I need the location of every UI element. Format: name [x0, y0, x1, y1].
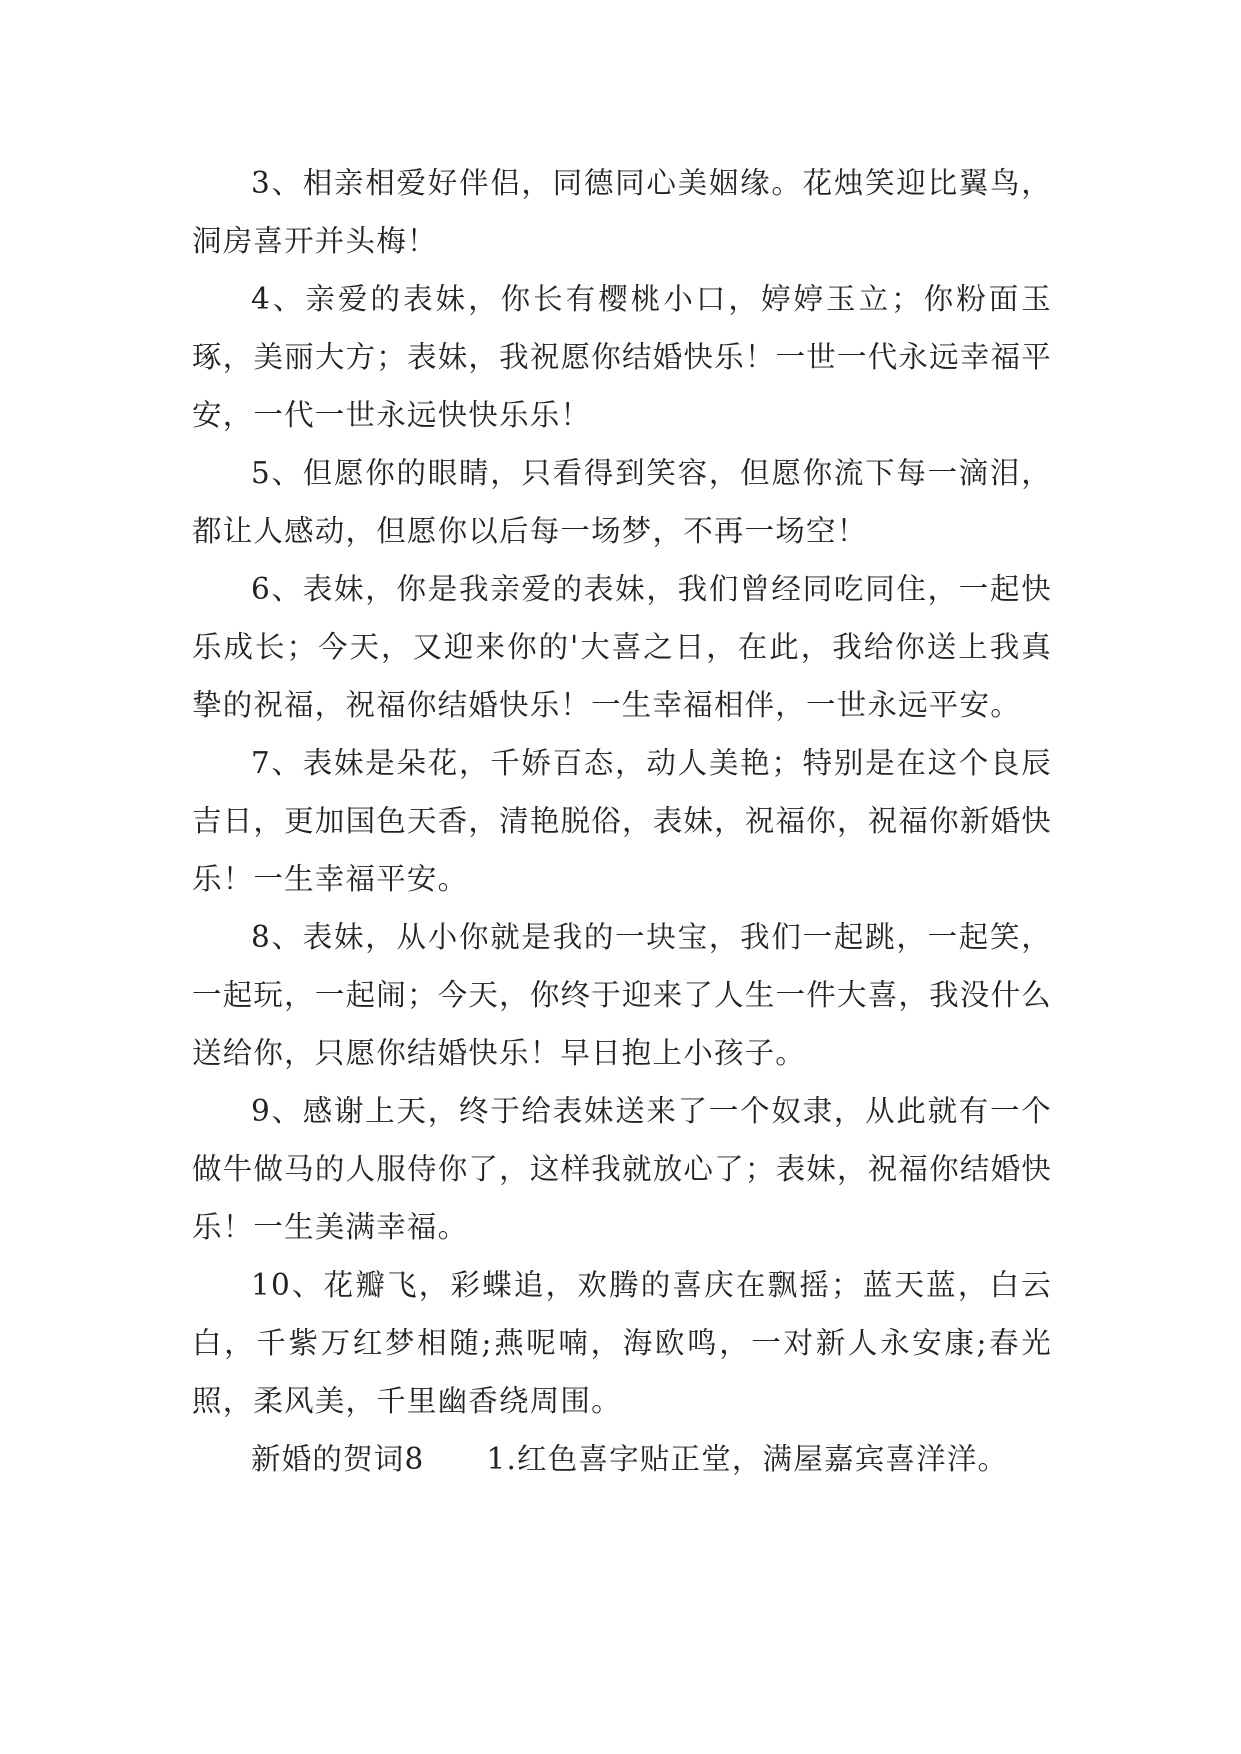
section-heading-line — [192, 1430, 1052, 1488]
paragraph-8: 8、表妹，从小你就是我的一块宝，我们一起跳，一起笑，一起玩，一起闹；今天，你终于迎来了人生一件大喜，我没什么送给你，只愿你结婚快乐！早日抱上小孩子。 — [192, 920, 1052, 1070]
paragraph-7: 7、表妹是朵花，千娇百态，动人美艳；特别是在这个良辰吉日，更加国色天香，清艳脱俗，表妹，祝福你，祝福你新婚快乐！一生幸福平安。 — [192, 746, 1052, 896]
paragraph-10: 10、花瓣飞，彩蝶追，欢腾的喜庆在飘摇；蓝天蓝，白云白，千紫万红梦相随;燕呢喃，海欧鸣，一对新人永安康;春光照，柔风美，千里幽香绕周围。 — [192, 1268, 1052, 1418]
section-title: 新婚的贺词8 — [251, 1442, 425, 1476]
section-first-line: 1.红色喜字贴正堂，满屋嘉宾喜洋洋。 — [486, 1442, 1009, 1476]
paragraph-5: 5、但愿你的眼睛，只看得到笑容，但愿你流下每一滴泪，都让人感动，但愿你以后每一场梦，不再一场空！ — [192, 456, 1052, 548]
paragraph-9: 9、感谢上天，终于给表妹送来了一个奴隶，从此就有一个做牛做马的人服侍你了，这样我就放心了；表妹，祝福你结婚快乐！一生美满幸福。 — [192, 1094, 1052, 1244]
paragraph-6: 6、表妹，你是我亲爱的表妹，我们曾经同吃同住，一起快乐成长；今天，又迎来你的'大喜之日，在此，我给你送上我真挚的祝福，祝福你结婚快乐！一生幸福相伴，一世永远平安。 — [192, 572, 1052, 722]
document-page — [192, 154, 1052, 1488]
paragraph-3: 3、相亲相爱好伴侣，同德同心美姻缘。花烛笑迎比翼鸟，洞房喜开并头梅！ — [192, 166, 1052, 258]
paragraph-4: 4、亲爱的表妹，你长有樱桃小口，婷婷玉立；你粉面玉琢，美丽大方；表妹，我祝愿你结婚快乐！一世一代永远幸福平安，一代一世永远快快乐乐！ — [192, 282, 1052, 432]
